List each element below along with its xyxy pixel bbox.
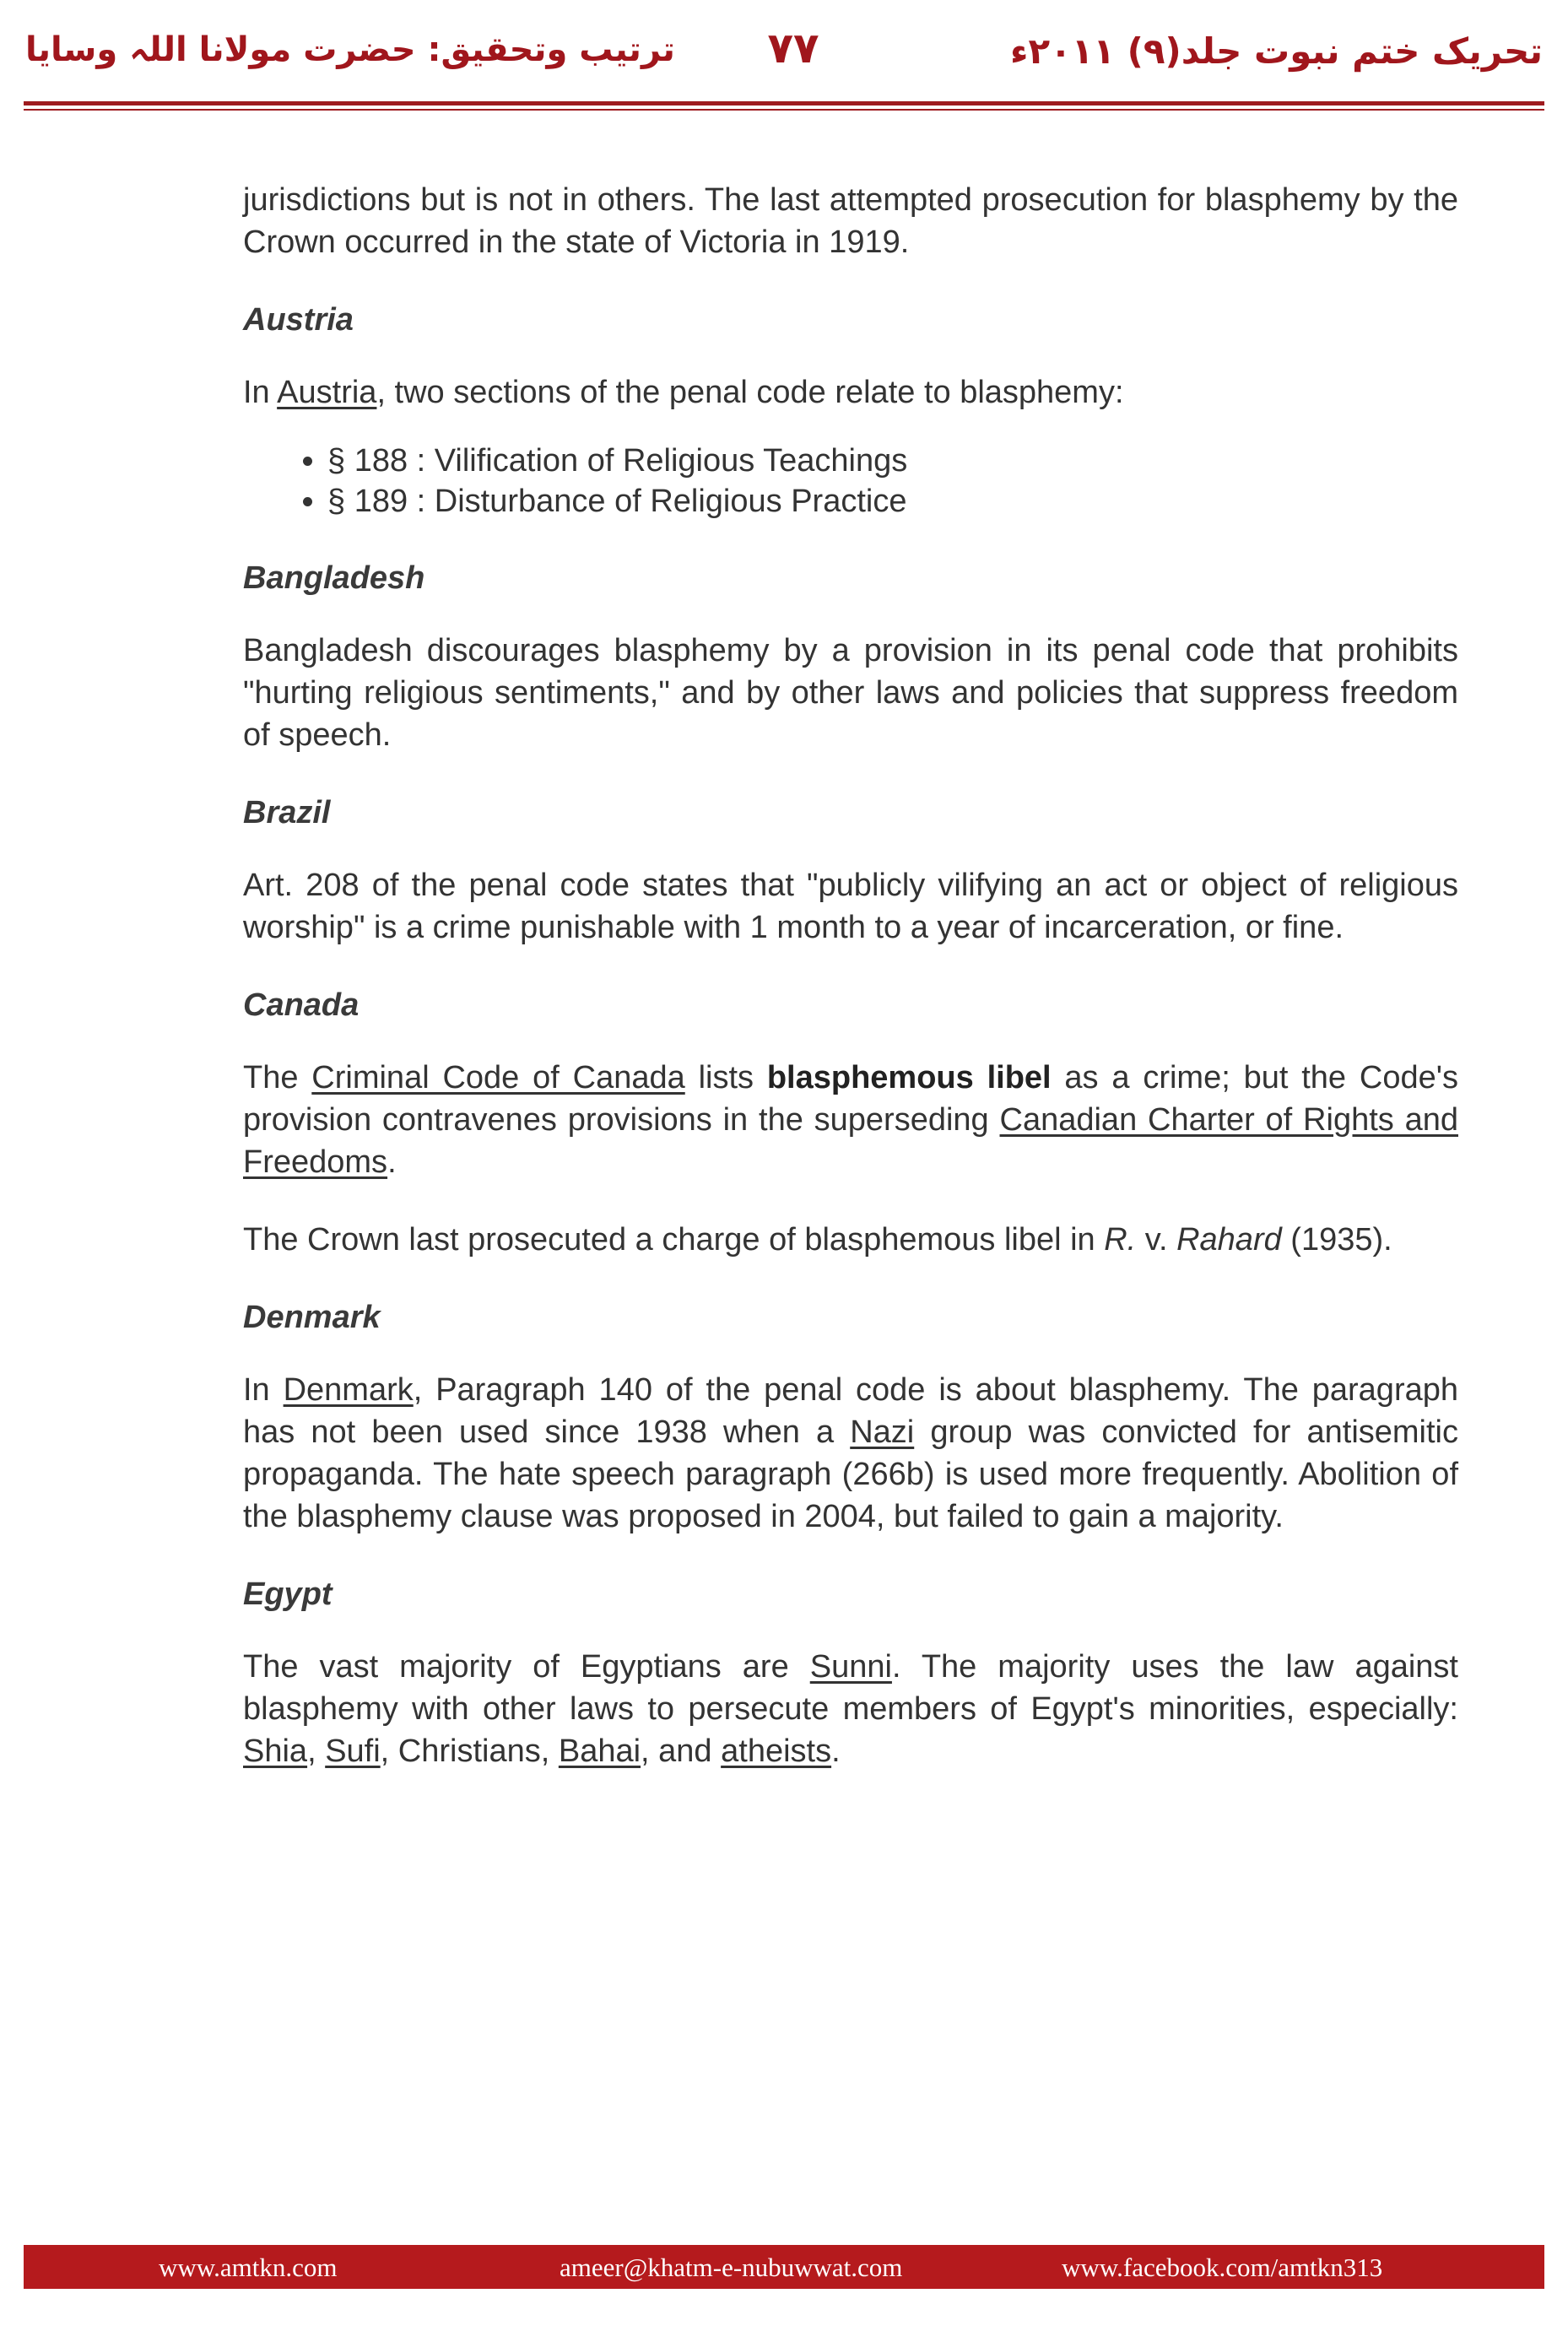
intro-paragraph: jurisdictions but is not in others. The last attempted prosecution for blasphemy by the Crown occurred in the state of Victoria in 1919. <box>243 182 1458 260</box>
header-divider <box>24 101 1544 105</box>
header-compiler-credit: ترتیب وتحقیق: حضرت مولانا اللہ وسایا <box>25 30 675 69</box>
document-body <box>243 179 1458 1808</box>
page-header <box>0 0 1568 118</box>
bangladesh-paragraph: Bangladesh discourages blasphemy by a provision in its penal code that prohibits "hurting religious sentiments," and by other laws and policies that suppress freedom of speech. <box>243 633 1458 753</box>
link-bahai[interactable]: Bahai <box>558 1734 641 1769</box>
link-atheists[interactable]: atheists <box>721 1734 832 1769</box>
page-number: ۷۷ <box>767 24 819 73</box>
footer-website-link[interactable]: www.amtkn.com <box>159 2253 338 2282</box>
egypt-paragraph: The vast majority of Egyptians are Sunni. The majority uses the law against blasphemy with other laws to persecute members of Egypt's minorities, especially: Shia, Sufi, Christians, Bahai, and atheists. <box>243 1649 1458 1769</box>
austria-sections-list <box>243 441 1458 522</box>
brazil-paragraph: Art. 208 of the penal code states that "publicly vilifying an act or object of religious worship" is a crime punishable with 1 month to a year of incarceration, or fine. <box>243 868 1458 945</box>
footer-email-link[interactable]: ameer@khatm-e-nubuwwat.com <box>560 2253 903 2282</box>
list-item: • § 189 : Disturbance of Religious Practice <box>327 481 1458 522</box>
canada-paragraph-2: The Crown last prosecuted a charge of blasphemous libel in R. v. Rahard (1935). <box>243 1222 1392 1258</box>
austria-paragraph: In Austria, two sections of the penal code relate to blasphemy: <box>243 375 1124 410</box>
link-denmark[interactable]: Denmark <box>283 1372 414 1408</box>
link-nazi[interactable]: Nazi <box>850 1414 915 1450</box>
link-shia[interactable]: Shia <box>243 1734 308 1769</box>
header-book-title: تحریک ختم نبوت جلد(۹) ۲۰۱۱ء <box>1010 30 1543 72</box>
footer-facebook-link[interactable]: www.facebook.com/amtkn313 <box>1062 2253 1383 2282</box>
term-blasphemous-libel: blasphemous libel <box>766 1060 1052 1095</box>
denmark-paragraph: In Denmark, Paragraph 140 of the penal code is about blasphemy. The paragraph has not been used since 1938 when a Nazi group was convicted for antisemitic propaganda. The hate speech paragraph (266b) is used more frequently. Abolition of the blasphemy clause was proposed in 2004, but failed to gain a majority. <box>243 1372 1458 1534</box>
heading-brazil: Brazil <box>243 795 331 830</box>
page-footer <box>24 2245 1544 2289</box>
canada-paragraph-1: The Criminal Code of Canada lists blasphemous libel as a crime; but the Code's provision contravenes provisions in the superseding Canadian Charter of Rights and Freedoms. <box>243 1060 1458 1180</box>
link-sufi[interactable]: Sufi <box>325 1734 381 1769</box>
heading-egypt: Egypt <box>243 1577 333 1612</box>
link-sunni[interactable]: Sunni <box>809 1649 892 1685</box>
heading-bangladesh: Bangladesh <box>243 560 425 596</box>
heading-canada: Canada <box>243 987 360 1023</box>
link-criminal-code-of-canada[interactable]: Criminal Code of Canada <box>311 1060 685 1095</box>
heading-denmark: Denmark <box>243 1300 381 1335</box>
list-item: • § 188 : Vilification of Religious Teachings <box>327 441 1458 481</box>
link-austria[interactable]: Austria <box>277 375 377 410</box>
heading-austria: Austria <box>243 302 354 338</box>
link-canadian-charter[interactable]: Canadian Charter of Rights and Freedoms <box>243 1102 1458 1180</box>
header-divider-thin <box>24 109 1544 111</box>
